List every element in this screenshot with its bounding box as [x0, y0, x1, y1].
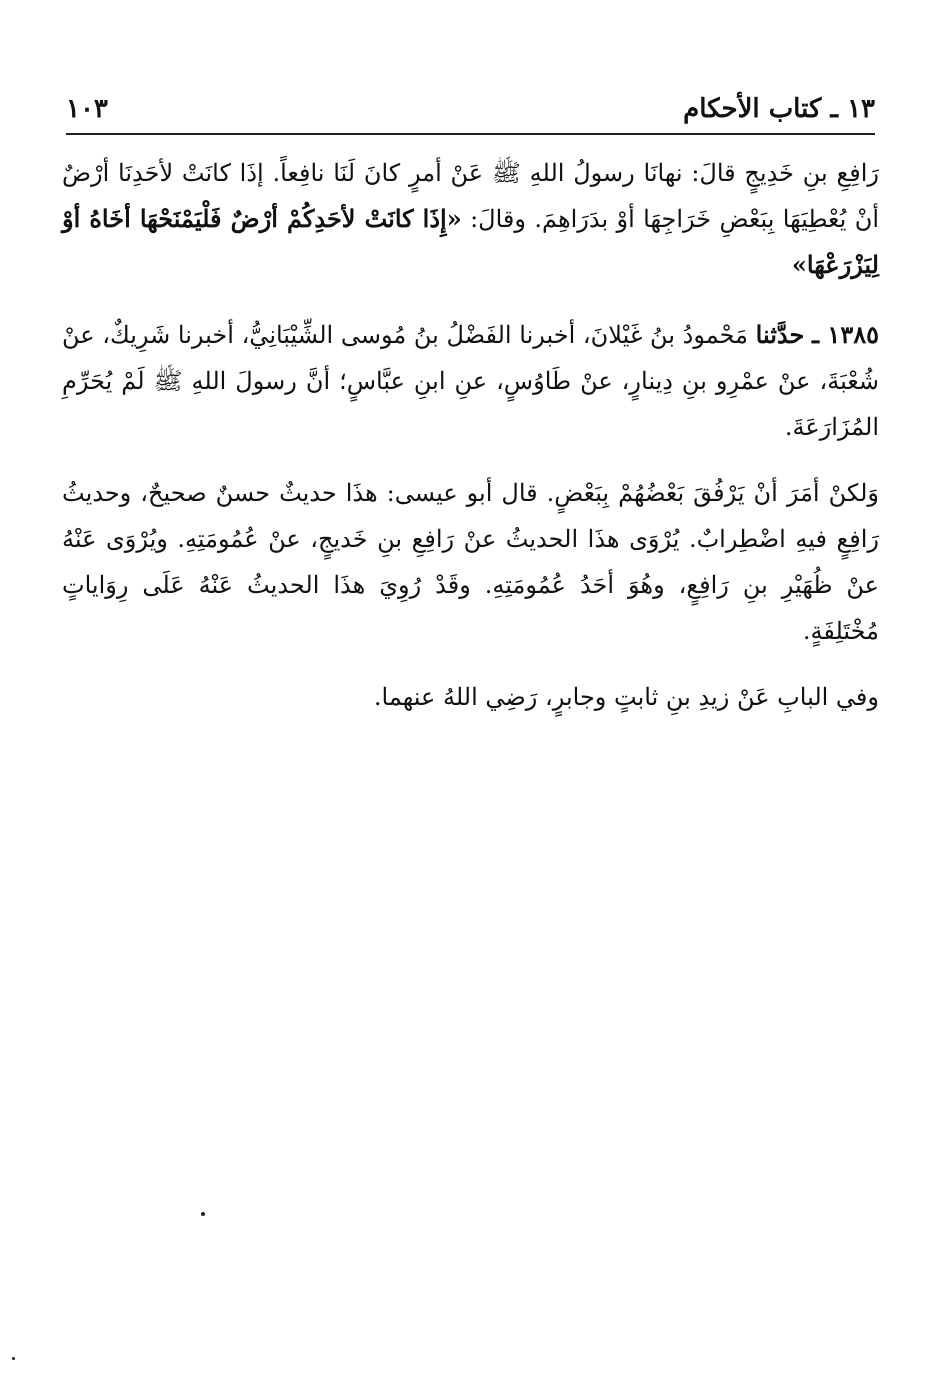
- page-header: [66, 84, 875, 124]
- paragraph-1-text: رَافِعِ بنِ خَدِيجٍ قالَ: نهانَا رسولُ اللهِ ﷺ عَنْ أمرٍ كانَ لَنَا نافِعاً. إذَا كانَتْ لأحَدِنَا أرْضٌ أنْ يُعْطِيَهَا بِبَعْضِ خَرَاجِهَا أوْ بدَرَاهِمَ. وقالَ:: [62, 159, 879, 233]
- paragraph-2-text: مَحْمودُ بنُ غَيْلانَ، أخبرنا الفَضْلُ بنُ مُوسى الشِّيْبَانِيُّ، أخبرنا شَرِيكٌ، عنْ شُعْبَةَ، عنْ عمْرِو بنِ دِينارٍ، عنْ طَاوُسٍ، عنِ ابنِ عبَّاسٍ؛ أنَّ رسولَ اللهِ ﷺ لَمْ يُحَرِّمِ المُزَارَعَةَ.: [62, 321, 879, 441]
- paragraph-3: [62, 470, 879, 654]
- paragraph-3-text: وَلكنْ أمَرَ أنْ يَرْفُقَ بَعْضُهُمْ بِبَعْضٍ. قال أبو عيسى: هذَا حديثٌ حسنٌ صحيحٌ، وحديثُ رَافِعٍ فيهِ اضْطِرابٌ. يُرْوَى هذَا الحديثُ عنْ رَافِعِ بنِ خَديجٍ، عنْ عُمُومَتِهِ. ويُرْوَى عَنْهُ عنْ ظُهَيْرِ بنِ رَافِعٍ، وهُوَ أحَدُ عُمُومَتِهِ. وقَدْ رُوِيَ هذَا الحديثُ عَنْهُ عَلَى رِوَاياتٍ مُخْتَلِفَةٍ.: [62, 479, 879, 645]
- page-number: ١٠٣: [66, 94, 108, 124]
- paragraph-1: [62, 150, 879, 288]
- scan-speck: [201, 1212, 205, 1216]
- haddathana-word: حدَّثنا: [755, 320, 805, 349]
- hadith-quote: «إِذَا كانَتْ لأحَدِكُمْ أرْضٌ فَلْيَمْنَحْهَا أخَاهُ أوْ لِيَزْرَعْهَا»: [62, 204, 879, 279]
- chapter-title: ١٣ ـ كتاب الأحكام: [683, 94, 875, 124]
- paragraph-4: [62, 674, 879, 720]
- header-rule: [66, 133, 875, 135]
- paragraph-4-text: وفي البابِ عَنْ زيدِ بنِ ثابتٍ وجابرٍ، رَضِي اللهُ عنهما.: [373, 683, 879, 711]
- paragraph-2: [62, 312, 879, 450]
- main-text: [62, 150, 879, 740]
- scan-speck-corner: [12, 1357, 15, 1360]
- hadith-number: ١٣٨٥ ـ: [812, 320, 879, 349]
